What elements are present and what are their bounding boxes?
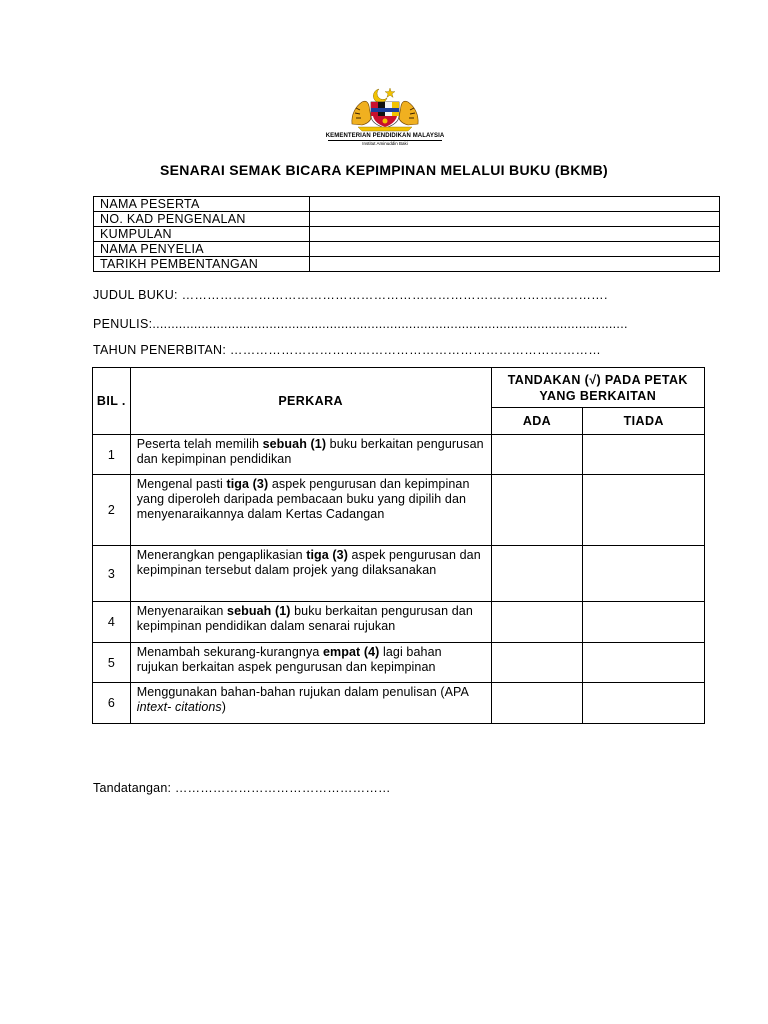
info-label: KUMPULAN [94,227,310,242]
row-number: 1 [93,435,131,475]
info-row [94,242,720,257]
column-header-perkara: PERKARA [130,368,491,435]
ada-checkbox-cell[interactable] [491,435,583,475]
coat-of-arms-icon [348,84,422,132]
info-value-field[interactable] [310,257,720,272]
info-row [94,257,720,272]
table-row [93,602,705,643]
table-header-row [93,368,705,408]
tiada-checkbox-cell[interactable] [583,643,705,683]
info-label: NAMA PENYELIA [94,242,310,257]
info-value-field[interactable] [310,227,720,242]
info-value-field[interactable] [310,197,720,212]
row-number: 3 [93,546,131,602]
document-title: SENARAI SEMAK BICARA KEPIMPINAN MELALUI BUKU (BKMB) [160,162,608,178]
row-criterion: Menambah sekurang-kurangnya empat (4) lagi bahan rujukan berkaitan aspek pengurusan dan kepimpinan [130,643,491,683]
table-row [93,643,705,683]
ada-checkbox-cell[interactable] [491,683,583,724]
tiada-checkbox-cell[interactable] [583,683,705,724]
row-criterion: Mengenal pasti tiga (3) aspek pengurusan dan kepimpinan yang diperoleh daripada pembacaan buku yang dipilih dan menyenaraikannya dalam Kertas Cadangan [130,475,491,546]
row-criterion: Menggunakan bahan-bahan rujukan dalam penulisan (APA intext- citations) [130,683,491,724]
signature-field[interactable]: Tandatangan: …………………………………………… [93,781,391,795]
table-row [93,475,705,546]
column-header-ada: ADA [491,408,583,435]
table-row [93,546,705,602]
row-criterion: Menerangkan pengaplikasian tiga (3) aspek pengurusan dan kepimpinan tersebut dalam projek yang dilaksanakan [130,546,491,602]
column-header-bil: BIL . [93,368,131,435]
table-row [93,683,705,724]
info-row [94,197,720,212]
ada-checkbox-cell[interactable] [491,546,583,602]
ada-checkbox-cell[interactable] [491,475,583,546]
institute-name: Institut Aminuddin Baki [362,141,408,146]
info-label: TARIKH PEMBENTANGAN [94,257,310,272]
tiada-checkbox-cell[interactable] [583,602,705,643]
tiada-checkbox-cell[interactable] [583,546,705,602]
row-number: 2 [93,475,131,546]
table-row [93,435,705,475]
info-value-field[interactable] [310,242,720,257]
info-value-field[interactable] [310,212,720,227]
info-label: NAMA PESERTA [94,197,310,212]
participant-info-table [93,196,720,272]
ministry-logo [320,84,450,154]
ada-checkbox-cell[interactable] [491,602,583,643]
row-number: 5 [93,643,131,683]
info-row [94,212,720,227]
info-row [94,227,720,242]
tiada-checkbox-cell[interactable] [583,435,705,475]
row-number: 6 [93,683,131,724]
book-title-field[interactable]: JUDUL BUKU: ………………………………………………………………………………………. [93,288,608,302]
info-label: NO. KAD PENGENALAN [94,212,310,227]
ada-checkbox-cell[interactable] [491,643,583,683]
ministry-name: KEMENTERIAN PENDIDIKAN MALAYSIA [325,133,445,139]
checklist-table [92,367,705,724]
column-header-tiada: TIADA [583,408,705,435]
author-field[interactable]: PENULIS:.............................................................................................................................. [93,317,628,331]
column-header-tandakan: TANDAKAN (√) PADA PETAK YANG BERKAITAN [491,368,704,408]
tiada-checkbox-cell[interactable] [583,475,705,546]
publication-year-field[interactable]: TAHUN PENERBITAN: …………………………………………………………………………… [93,343,602,357]
row-number: 4 [93,602,131,643]
row-criterion: Menyenaraikan sebuah (1) buku berkaitan pengurusan dan kepimpinan pendidikan dalam senarai rujukan [130,602,491,643]
row-criterion: Peserta telah memilih sebuah (1) buku berkaitan pengurusan dan kepimpinan pendidikan [130,435,491,475]
